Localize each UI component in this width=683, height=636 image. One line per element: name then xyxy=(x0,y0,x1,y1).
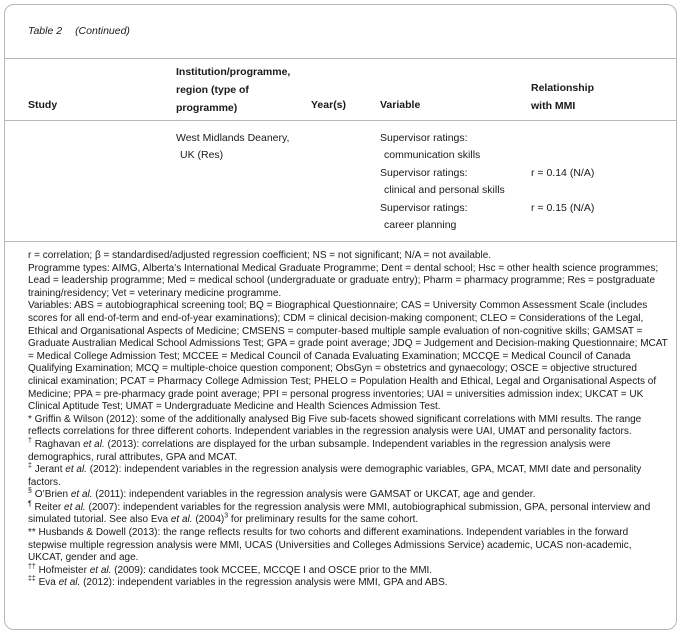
footnote-jerant: ‡ Jerant et al. (2012): independent variables in the regression analysis were demographic variables, GPA, MCAT, MMI date and personality factors. xyxy=(28,462,642,488)
header-year: Year(s) xyxy=(311,99,347,111)
variable-label: Supervisor ratings: xyxy=(380,132,468,144)
table-row xyxy=(380,200,468,234)
footnote-griffin: * Griffin & Wilson (2012): some of the additionally analysed Big Five sub-facets showed significant correlations with MMI results. The range reflects correlations for three different cohorts. Independent variables in the regression analysis were UAI, UMAT and personality factors. xyxy=(28,413,642,438)
header-study: Study xyxy=(28,99,58,111)
header-relationship: Relationship with MMI xyxy=(531,82,595,112)
table-row xyxy=(380,165,505,199)
footnote-programme-types: Programme types: AIMG, Alberta’s International Medical Graduate Programme; Dent = dental school; Hsc = other health science programmes; Lead = leadership programme; Med = medical school (undergraduate or graduate entry); Pharm = pharmacy programme; Res = postgraduate training/residency; Vet = veterinary medicine programme. xyxy=(28,262,659,299)
variable-detail: career planning xyxy=(384,219,457,231)
footnote-abbrev-stats: r = correlation; β = standardised/adjusted regression coefficient; NS = not significant; N/A = not available. xyxy=(28,250,492,261)
footnote-obrien: § O’Brien et al. (2011): independent variables in the regression analysis were GAMSAT or UKCAT, age and gender. xyxy=(28,487,536,501)
footnote-hofmeister: †† Hofmeister et al. (2009): candidates took MCCEE, MCCQE I and OSCE prior to the MMI. xyxy=(28,563,433,576)
footnote-eva: ‡‡ Eva et al. (2012): independent variables in the regression analysis were MMI, GPA and ABS. xyxy=(28,576,448,589)
variable-detail: communication skills xyxy=(384,149,481,161)
table-bottom-rule xyxy=(4,241,677,242)
table-caption xyxy=(28,25,130,37)
variable-detail: clinical and personal skills xyxy=(384,184,505,196)
table-footnotes xyxy=(28,250,668,590)
header-top-rule xyxy=(4,58,677,59)
table-continued: (Continued) xyxy=(75,25,130,37)
table-label: Table 2 xyxy=(28,25,63,37)
relationship-value: r = 0.15 (N/A) xyxy=(531,202,595,214)
footnote-husbands: ** Husbands & Dowell (2013): the range reflects results for two cohorts and different examinations. Independent variables in the forward stepwise multiple regression analysis were MMI, UCAS (Universities and Colleges Admissions Service) academic, UCAS non-academic, UKCAT, gender and age. xyxy=(28,527,632,564)
header-bottom-rule xyxy=(4,120,677,121)
relationship-value: r = 0.14 (N/A) xyxy=(531,167,595,179)
footnote-variables: Variables: ABS = autobiographical screening tool; BQ = Biographical Questionnaire; CAS = University Common Assessment Scale (includes scores for all end-of-term and end-of-year examinations); CDM = clinical decision-making component; CLEO = Considerations of the Legal, Ethical and Organisational Aspects of Medicine; CMSENS = computer-based multiple sample evaluation of non-cognitive skills; GAMSAT = Graduate Australian Medical School Admissions Test; GPA = grade point average; JDQ = Judgement and Decision-making Questionnaire; MCAT = Medical College Admission Test; MCCEE = Medical Council of Canada Evaluating Examination; MCCQE = Medical Council of Canada Qualifying Examination; MCQ = multiple-choice question component; ObsGyn = obstetrics and gynaecology; OSCE = objective structured clinical examination; PCAT = Pharmacy College Admission Test; PHELO = Population Health and Ethical, Legal and Organisational Aspects of Medicine; PPA = pre-pharmacy grade point average; PPI = personal progress inventories; UAI = universities admission index; UKCAT = UK Clinical Aptitude Test; UMAT = Undergraduate Medicine and Health Sciences Admission Test. xyxy=(28,300,668,413)
variable-label: Supervisor ratings: xyxy=(380,202,468,214)
footnote-raghavan: † Raghavan et al. (2013): correlations are displayed for the urban subsample. Independent variables in the regression analysis were demographics, rural attributes, GPA and MCAT. xyxy=(28,437,611,463)
header-variable: Variable xyxy=(380,99,421,111)
variable-label: Supervisor ratings: xyxy=(380,167,468,179)
footnote-reiter: ¶ Reiter et al. (2007): independent variables for the regression analysis were MMI, autobiographical submission, GPA, personal interview and simulated tutorial. See also Eva et al. $(2004)^3$ for preliminary results for the same cohort. xyxy=(28,500,651,526)
institution-cell: West Midlands Deanery, UK (Res) xyxy=(176,132,290,161)
table-row xyxy=(380,130,480,164)
header-institution: Institution/programme, region (type of programme) xyxy=(176,66,291,114)
